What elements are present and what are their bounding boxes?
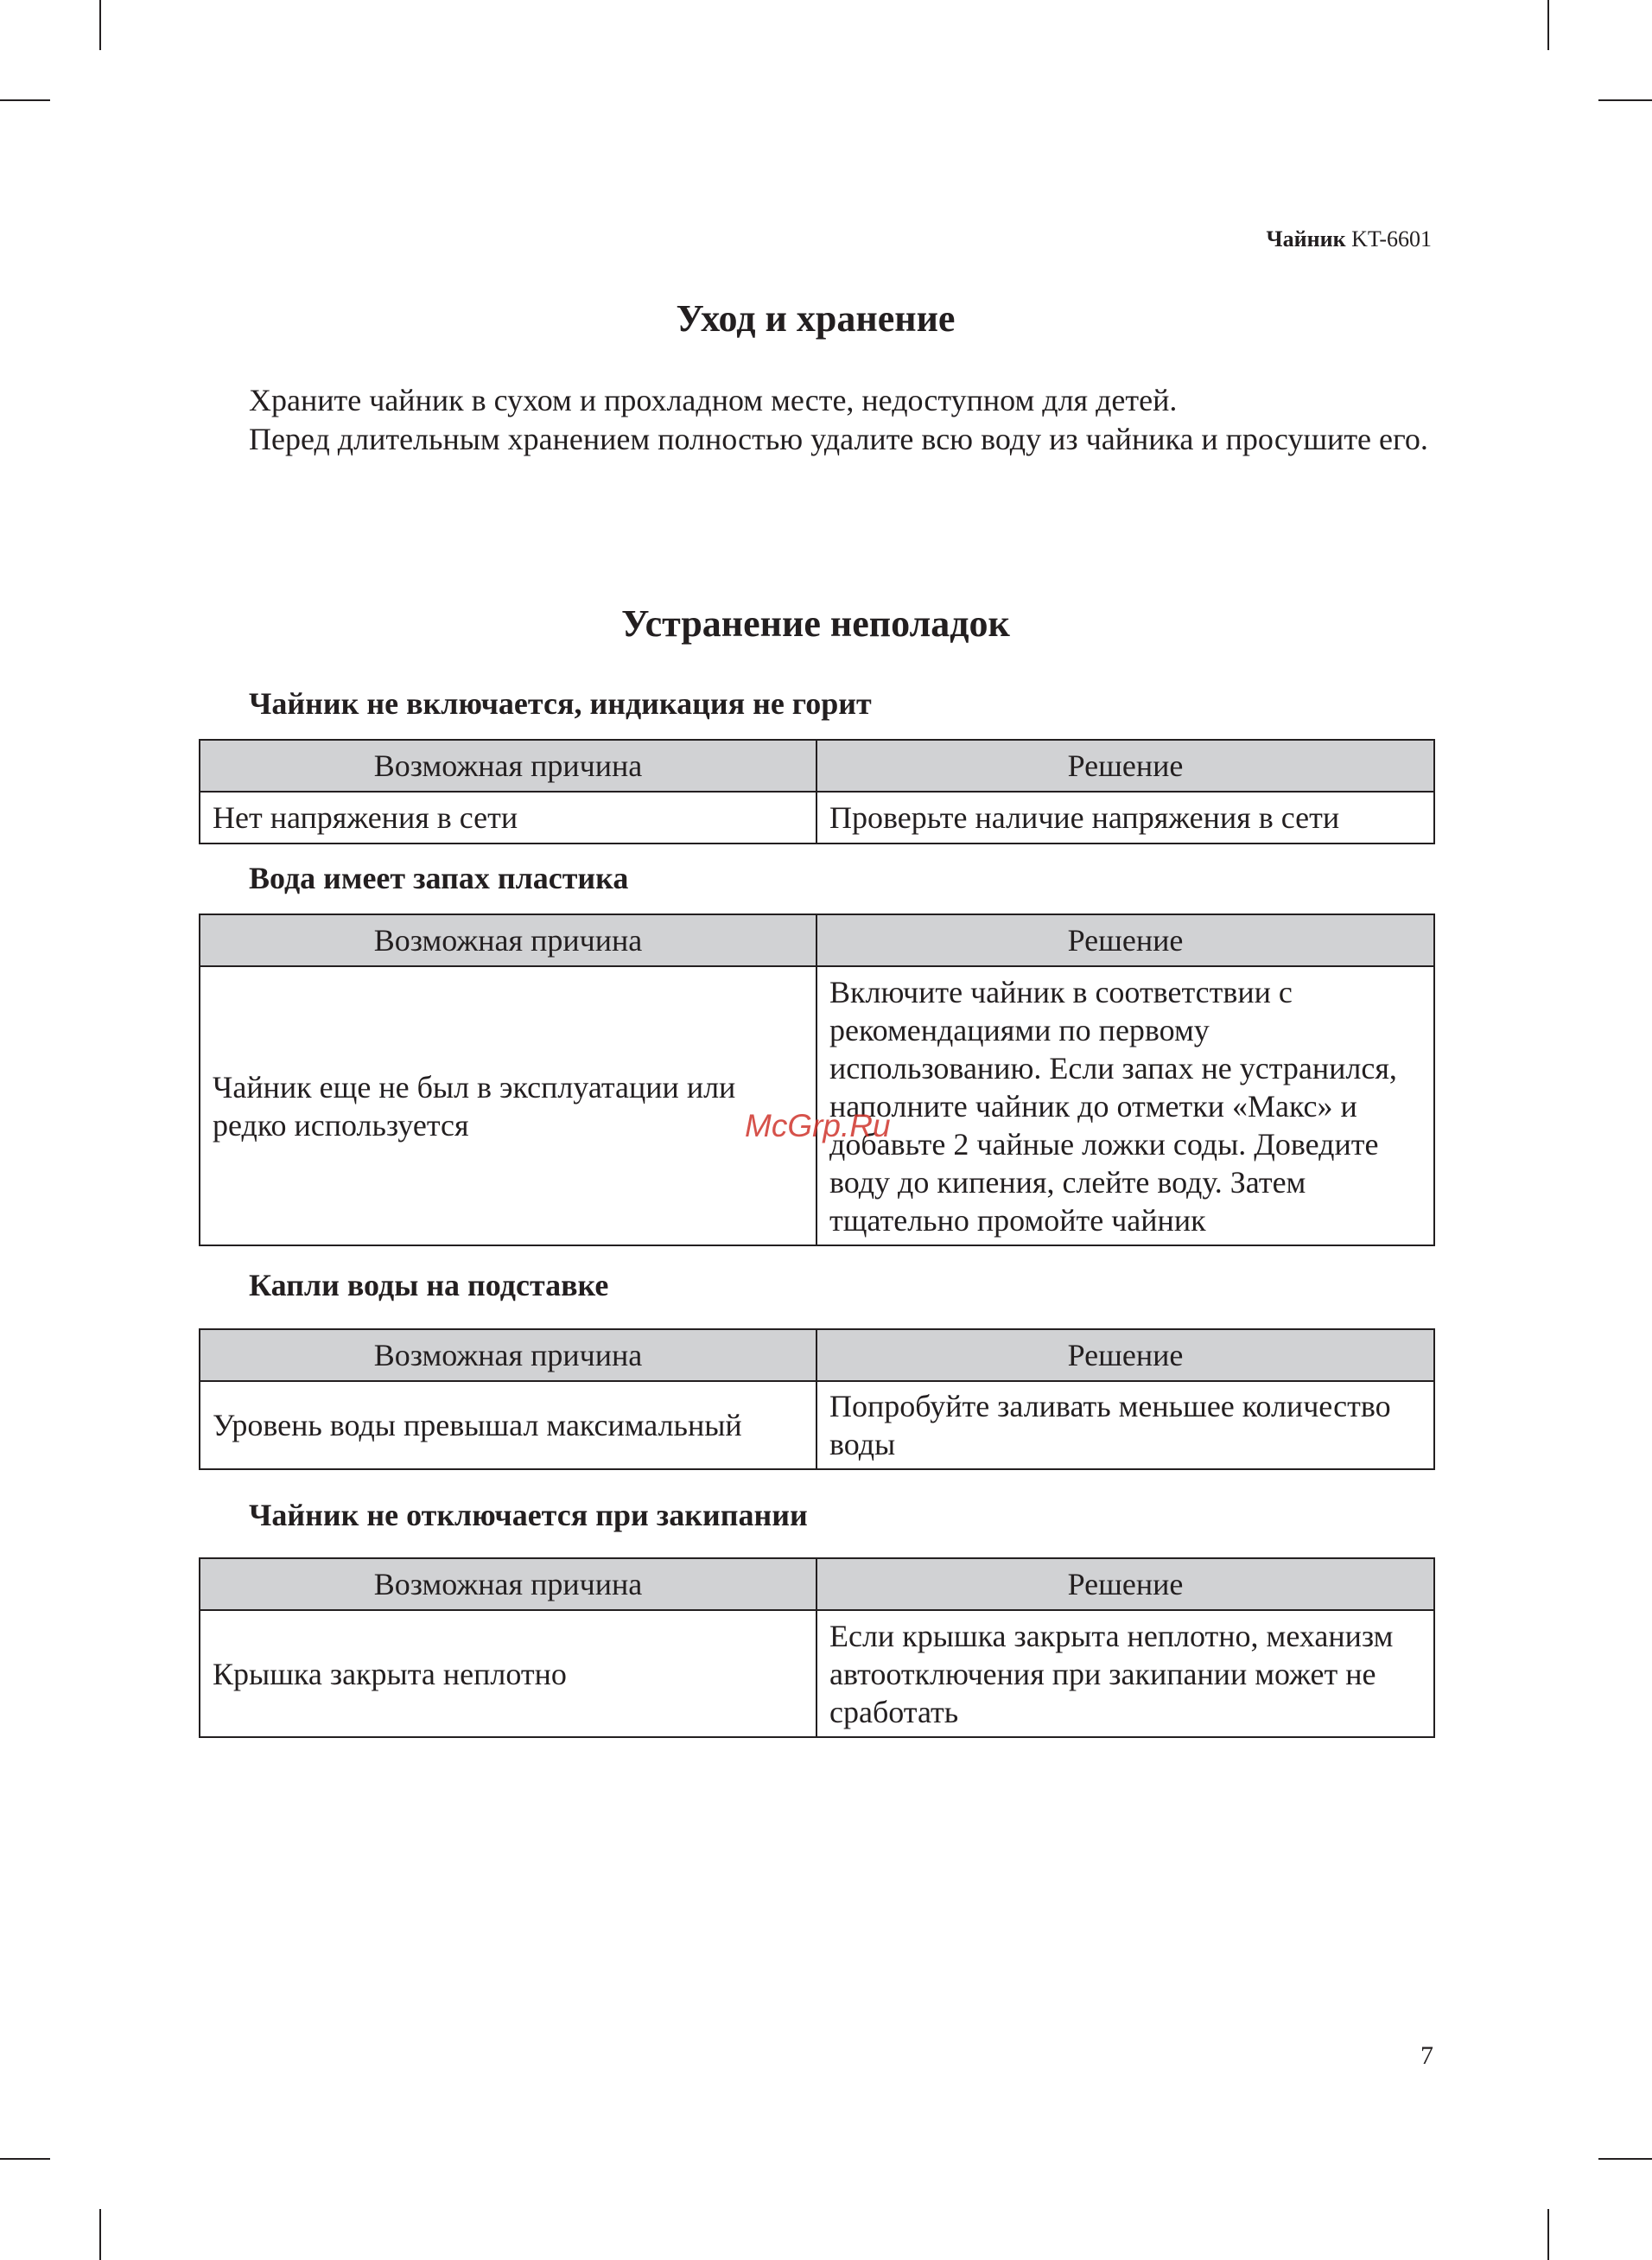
crop-mark <box>1547 0 1549 50</box>
col-cause-header: Возможная причина <box>200 914 816 966</box>
table-header-row <box>200 1558 1434 1610</box>
table-row <box>200 792 1434 844</box>
crop-mark <box>0 2158 50 2160</box>
solution-cell: Проверьте наличие напряжения в сети <box>816 792 1434 844</box>
col-cause-header: Возможная причина <box>200 1558 816 1610</box>
col-solution-header: Решение <box>816 1329 1434 1381</box>
col-cause-header: Возможная причина <box>200 1329 816 1381</box>
table-header-row <box>200 1329 1434 1381</box>
watermark: McGrp.Ru <box>745 1108 891 1143</box>
crop-mark <box>1547 2209 1549 2260</box>
table-row <box>200 1610 1434 1737</box>
header-product: Чайник <box>1266 226 1346 251</box>
solution-cell: Если крышка закрыта неплотно, механизм автоотключения при закипании может не сработать <box>816 1610 1434 1737</box>
troubleshooting-table <box>199 739 1435 844</box>
crop-mark <box>0 99 50 101</box>
table-header-row <box>200 914 1434 966</box>
header-model: KT-6601 <box>1351 226 1432 251</box>
col-solution-header: Решение <box>816 740 1434 792</box>
crop-mark <box>1598 2158 1652 2160</box>
care-title: Уход и хранение <box>676 297 956 340</box>
crop-mark <box>99 2209 101 2260</box>
crop-mark <box>1598 99 1652 101</box>
crop-mark <box>99 0 101 50</box>
section-heading: Чайник не отключается при закипании <box>249 1498 808 1532</box>
troubleshooting-table <box>199 914 1435 1246</box>
running-header <box>1267 226 1432 252</box>
section-heading: Чайник не включается, индикация не горит <box>249 686 872 721</box>
troubleshooting-table <box>199 1557 1435 1738</box>
table-row <box>200 966 1434 1245</box>
care-paragraph-2: Перед длительным хранением полностью удалите всю воду из чайника и просушите его. <box>249 422 1428 456</box>
table-row <box>200 1381 1434 1469</box>
col-solution-header: Решение <box>816 1558 1434 1610</box>
page-number: 7 <box>1420 2041 1433 2070</box>
cause-cell: Чайник еще не был в эксплуатации или редко используется <box>200 966 816 1245</box>
troubleshooting-table <box>199 1328 1435 1470</box>
troubleshooting-title: Устранение неполадок <box>621 602 1010 645</box>
col-cause-header: Возможная причина <box>200 740 816 792</box>
solution-cell: Включите чайник в соответствии с рекомендациями по первому использованию. Если запах не устранился, наполните чайник до отметки «Макс» и добавьте 2 чайные ложки соды. Доведите воду до кипения, слейте воду. Затем тщательно промойте чайник <box>816 966 1434 1245</box>
cause-cell: Нет напряжения в сети <box>200 792 816 844</box>
col-solution-header: Решение <box>816 914 1434 966</box>
section-heading: Вода имеет запах пластика <box>249 861 629 895</box>
cause-cell: Крышка закрыта неплотно <box>200 1610 816 1737</box>
solution-cell: Попробуйте заливать меньшее количество воды <box>816 1381 1434 1469</box>
cause-cell: Уровень воды превышал максимальный <box>200 1381 816 1469</box>
care-paragraph-1: Храните чайник в сухом и прохладном месте, недоступном для детей. <box>249 383 1178 417</box>
section-heading: Капли воды на подставке <box>249 1268 609 1302</box>
table-header-row <box>200 740 1434 792</box>
